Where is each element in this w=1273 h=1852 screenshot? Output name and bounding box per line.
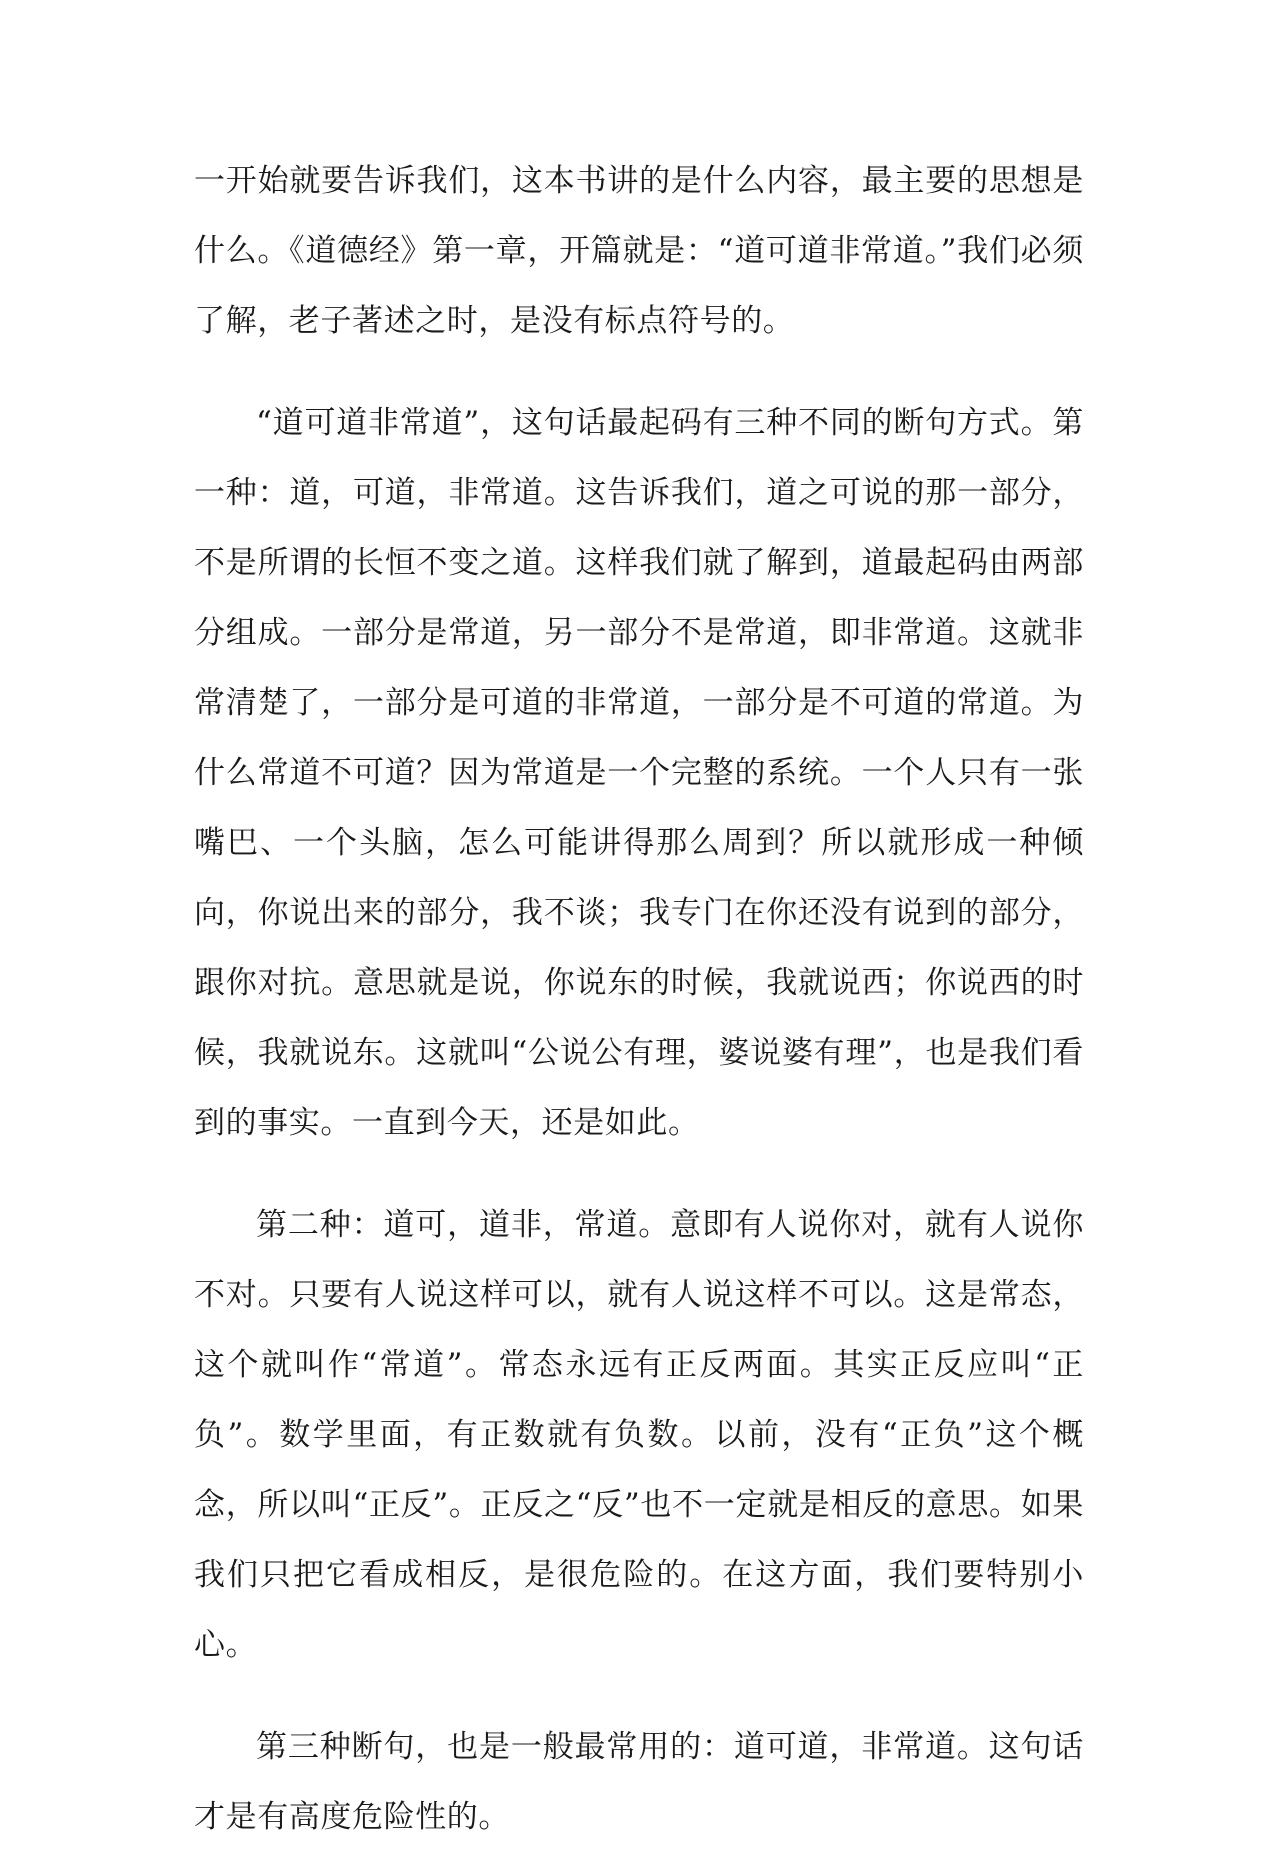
paragraph-4: 第三种断句，也是一般最常用的：道可道，非常道。这句话才是有高度危险性的。 — [194, 1729, 1084, 1835]
paragraph-3: 第二种：道可，道非，常道。意即有人说你对，就有人说你不对。只要有人说这样可以，就有人说这样不可以。这是常态，这个就叫作“常道”。常态永远有正反两面。其实正反应叫“正负”。数学里面，有正数就有负数。以前，没有“正负”这个概念，所以叫“正反”。正反之“反”也不一定就是相反的意思。如果我们只把它看成相反，是很危险的。在这方面，我们要特别小心。 — [194, 1207, 1084, 1663]
document-body — [194, 146, 1084, 1852]
paragraph-1: 一开始就要告诉我们，这本书讲的是什么内容，最主要的思想是什么。《道德经》第一章，开篇就是：“道可道非常道。”我们必须了解，老子著述之时，是没有标点符号的。 — [194, 163, 1084, 339]
paragraph-2: “道可道非常道”，这句话最起码有三种不同的断句方式。第一种：道，可道，非常道。这告诉我们，道之可说的那一部分，不是所谓的长恒不变之道。这样我们就了解到，道最起码由两部分组成。一部分是常道，另一部分不是常道，即非常道。这就非常清楚了，一部分是可道的非常道，一部分是不可道的常道。为什么常道不可道？因为常道是一个完整的系统。一个人只有一张嘴巴、一个头脑，怎么可能讲得那么周到？所以就形成一种倾向，你说出来的部分，我不谈；我专门在你还没有说到的部分，跟你对抗。意思就是说，你说东的时候，我就说西；你说西的时候，我就说东。这就叫“公说公有理，婆说婆有理”，也是我们看到的事实。一直到今天，还是如此。 — [194, 405, 1084, 1141]
